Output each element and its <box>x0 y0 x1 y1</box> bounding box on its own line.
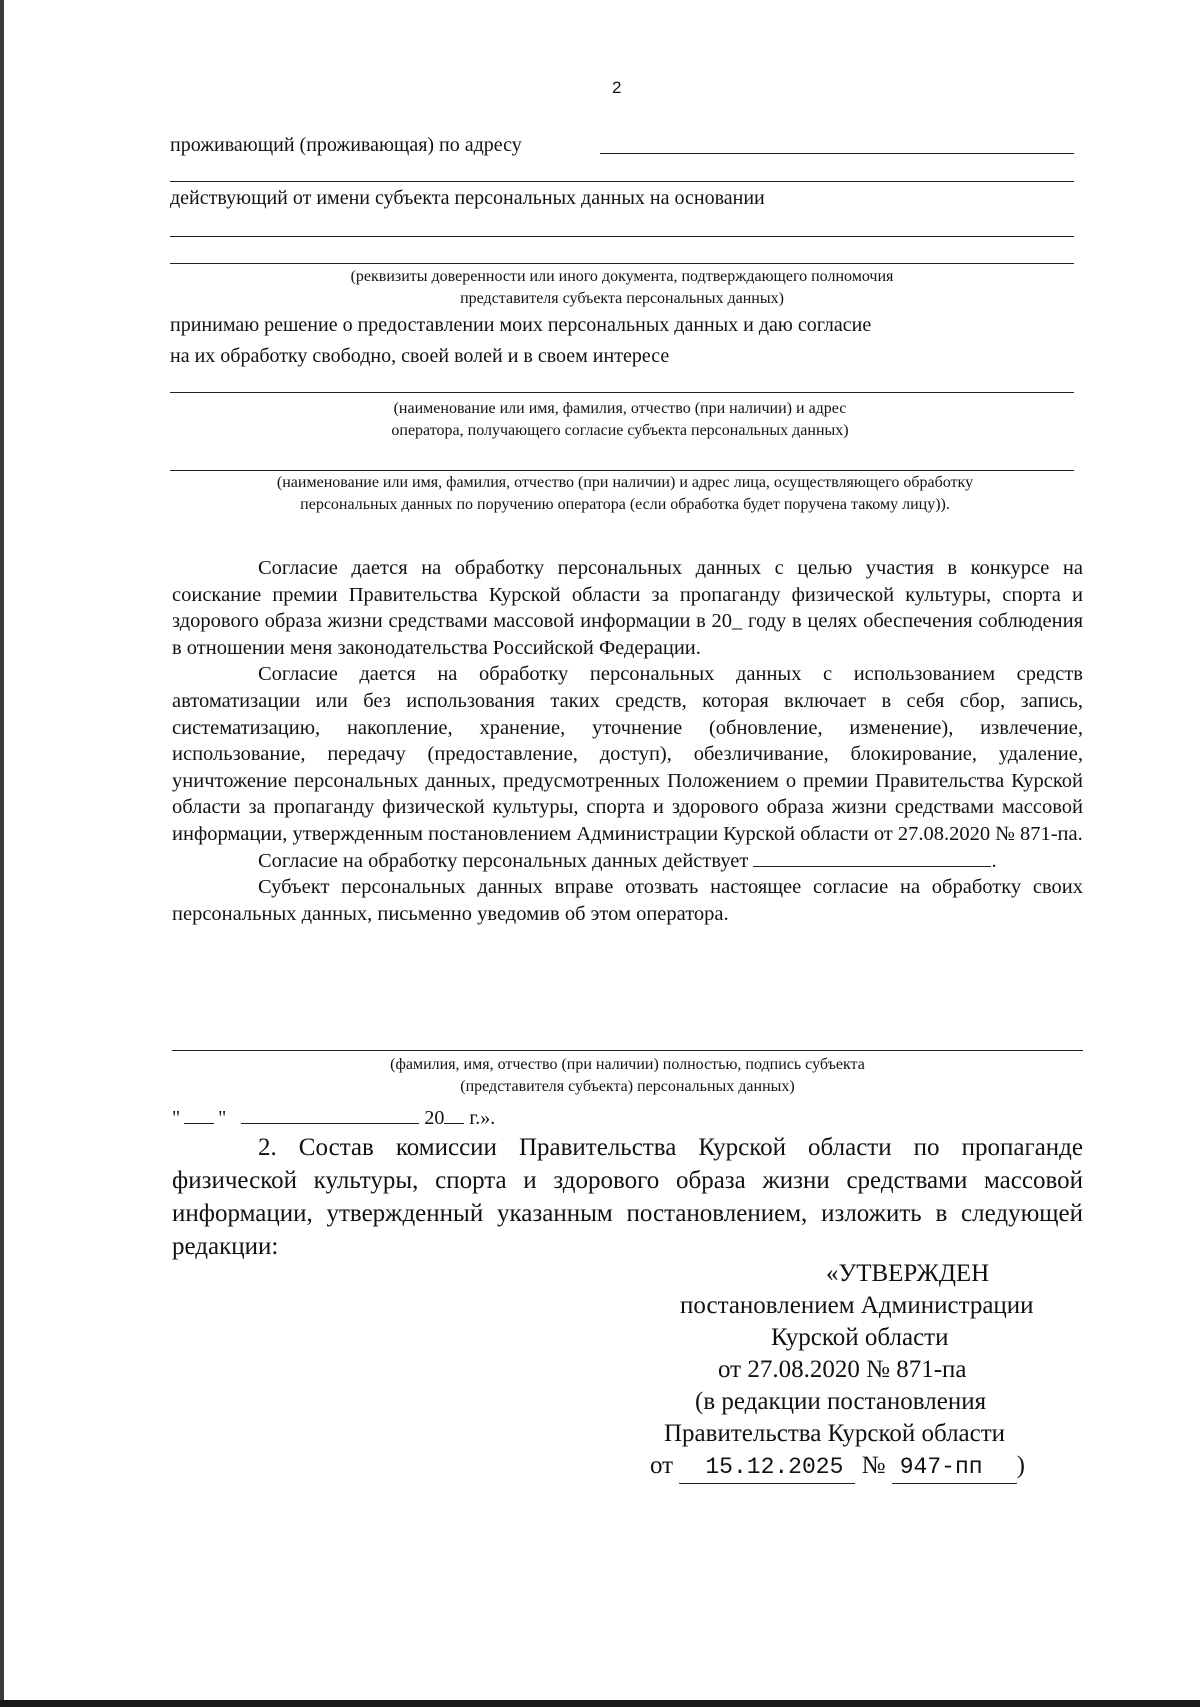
processor-caption-line-2: персональных данных по поручению оператора (если обработка будет поручена такому лицу)). <box>300 496 950 513</box>
date-day-blank <box>184 1105 214 1124</box>
date-year-blank <box>444 1105 464 1124</box>
purpose-paragraph: Согласие дается на обработку персональных данных с целью участия в конкурсе на соискание премии Правительства Курской области за пропаганду физической культуры, спорта и здорового образа жизни средствами массовой информации в 20_ году в целях обеспечения соблюдения в отношении меня законодательства Российской Федерации. <box>172 557 1083 659</box>
actions-paragraph: Согласие дается на обработку персональных данных с использованием средств автоматизации или без использования таких средств, которая включает в себя сбор, запись, систематизацию, накопление, хранение, уточнение (обновление, изменение), извлечение, использование, передачу (предоставление, доступ), обезличивание, блокирование, удаление, уничтожение персональных данных, предусмотренных Положением о премии Правительства Курской области за пропаганду физической культуры, спорта и здорового образа жизни средствами массовой информации, утвержденным постановлением Администрации Курской области от 27.08.2020 № 871-па. <box>172 663 1083 845</box>
approval-line-6: Правительства Курской области <box>664 1420 1006 1447</box>
approval-line-5: (в редакции постановления <box>695 1388 987 1415</box>
approval-line-3: Курской области <box>771 1324 949 1351</box>
address-label: проживающий (проживающая) по адресу <box>170 134 522 156</box>
representative-caption-line-2: представителя субъекта персональных данных) <box>460 290 784 307</box>
signature-blank-line <box>172 1050 1083 1051</box>
decision-line-1: принимаю решение о предоставлении моих персональных данных и даю согласие <box>170 314 872 336</box>
date-suffix: г.». <box>469 1107 496 1129</box>
approval-line-2: постановлением Администрации <box>680 1292 1034 1319</box>
validity-blank <box>753 848 991 867</box>
amendment-block <box>172 1131 1083 1263</box>
approval-from-label: от <box>650 1452 674 1479</box>
operator-caption-line-1: (наименование или имя, фамилия, отчество (при наличии) и адрес <box>393 400 847 417</box>
basis-blank-line-2 <box>170 263 1074 264</box>
validity-text: Согласие на обработку персональных данных действует <box>258 849 749 872</box>
representative-caption <box>170 266 1074 310</box>
processor-caption-line-1: (наименование или имя, фамилия, отчество (при наличии) и адрес лица, осуществляющего обработку <box>276 474 974 491</box>
approval-line-7 <box>640 1450 1200 1484</box>
page-number: 2 <box>612 78 622 97</box>
validity-period-mark: . <box>991 849 997 872</box>
approval-block <box>640 1258 1200 1484</box>
approval-line-4: от 27.08.2020 № 871-па <box>718 1356 967 1383</box>
signature-caption-line-2: (представителя субъекта) персональных данных) <box>460 1078 795 1095</box>
processor-caption <box>150 472 1100 516</box>
address-blank-line-2 <box>170 181 1074 182</box>
acting-label: действующий от имени субъекта персональных данных на основании <box>170 187 765 209</box>
signature-caption-line-1: (фамилия, имя, отчество (при наличии) полностью, подпись субъекта <box>390 1056 865 1073</box>
approval-line-1: «УТВЕРЖДЕН <box>826 1260 990 1287</box>
signature-date <box>172 1105 495 1130</box>
approval-number-label: № <box>861 1452 886 1479</box>
scan-left-edge <box>0 0 4 1707</box>
validity-paragraph <box>172 848 1083 875</box>
decision-line-2: на их обработку свободно, своей волей и в своем интересе <box>170 345 670 367</box>
withdraw-paragraph: Субъект персональных данных вправе отозвать настоящее согласие на обработку своих персональных данных, письменно уведомив об этом оператора. <box>172 876 1083 925</box>
approval-number: 947-пп <box>892 1451 1017 1484</box>
scan-bottom-edge <box>0 1700 1200 1707</box>
approval-date: 15.12.2025 <box>679 1451 855 1484</box>
representative-caption-line-1: (реквизиты доверенности или иного документа, подтверждающего полномочия <box>350 268 894 285</box>
date-quote-close: " <box>218 1107 227 1129</box>
signature-caption <box>172 1054 1083 1098</box>
basis-blank-line-1 <box>170 236 1074 237</box>
operator-caption-line-2: оператора, получающего согласие субъекта персональных данных) <box>391 422 849 439</box>
date-year-prefix: 20 <box>424 1107 445 1129</box>
date-month-blank <box>241 1105 419 1124</box>
amendment-paragraph: 2. Состав комиссии Правительства Курской области по пропаганде физической культуры, спорта и здорового образа жизни средствами массовой информации, утвержденный указанным постановлением, изложить в следующей редакции: <box>172 1134 1083 1260</box>
operator-caption <box>320 398 920 442</box>
approval-close-paren: ) <box>1016 1452 1025 1479</box>
date-quote-open: " <box>172 1107 181 1129</box>
processor-blank-line <box>170 470 1074 471</box>
consent-body <box>172 555 1083 927</box>
operator-blank-line <box>170 392 1074 393</box>
address-blank-line <box>600 153 1074 154</box>
